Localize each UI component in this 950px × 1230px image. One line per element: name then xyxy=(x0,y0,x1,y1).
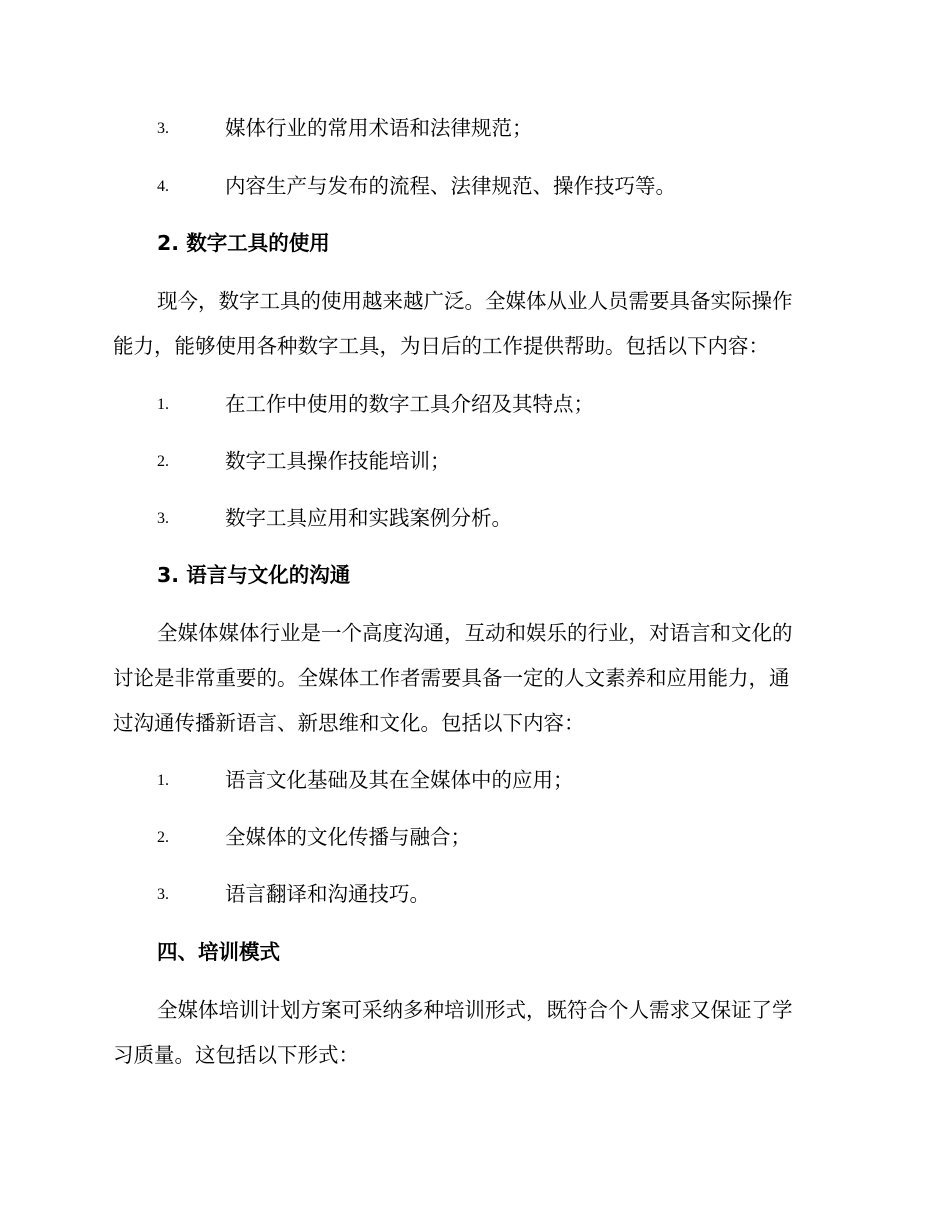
list-item-text: 内容生产与发布的流程、法律规范、操作技巧等。 xyxy=(225,174,676,198)
list-item-text: 媒体行业的常用术语和法律规范； xyxy=(225,116,533,140)
list-item-number: 3. xyxy=(157,886,169,903)
section-heading: 四、培训模式 xyxy=(157,940,280,964)
list-item-number: 1. xyxy=(157,396,169,413)
list-item-number: 3. xyxy=(157,120,169,137)
list-item-text: 数字工具操作技能培训； xyxy=(225,449,451,473)
list-item-number: 4. xyxy=(157,178,169,195)
paragraph-line: 全媒体培训计划方案可采纳多种培训形式，既符合个人需求又保证了学 xyxy=(157,998,793,1022)
list-item-number: 3. xyxy=(157,510,169,527)
list-item-number: 2. xyxy=(157,829,169,846)
paragraph-line: 习质量。这包括以下形式： xyxy=(113,1043,359,1067)
list-item-text: 数字工具应用和实践案例分析。 xyxy=(225,506,512,530)
paragraph-line: 过沟通传播新语言、新思维和文化。包括以下内容： xyxy=(113,711,585,735)
list-item-number: 2. xyxy=(157,453,169,470)
section-heading: 3. 语言与文化的沟通 xyxy=(157,563,351,587)
list-item-text: 全媒体的文化传播与融合； xyxy=(225,825,471,849)
paragraph-line: 能力，能够使用各种数字工具，为日后的工作提供帮助。包括以下内容： xyxy=(113,334,769,358)
section-heading: 2. 数字工具的使用 xyxy=(157,231,330,255)
paragraph-line: 讨论是非常重要的。全媒体工作者需要具备一定的人文素养和应用能力，通 xyxy=(113,666,790,690)
paragraph-line: 现今，数字工具的使用越来越广泛。全媒体从业人员需要具备实际操作 xyxy=(157,289,793,313)
list-item-text: 语言翻译和沟通技巧。 xyxy=(225,882,430,906)
list-item-number: 1. xyxy=(157,772,169,789)
list-item-text: 在工作中使用的数字工具介绍及其特点； xyxy=(225,392,594,416)
paragraph-line: 全媒体媒体行业是一个高度沟通，互动和娱乐的行业，对语言和文化的 xyxy=(157,621,793,645)
list-item-text: 语言文化基础及其在全媒体中的应用； xyxy=(225,768,574,792)
